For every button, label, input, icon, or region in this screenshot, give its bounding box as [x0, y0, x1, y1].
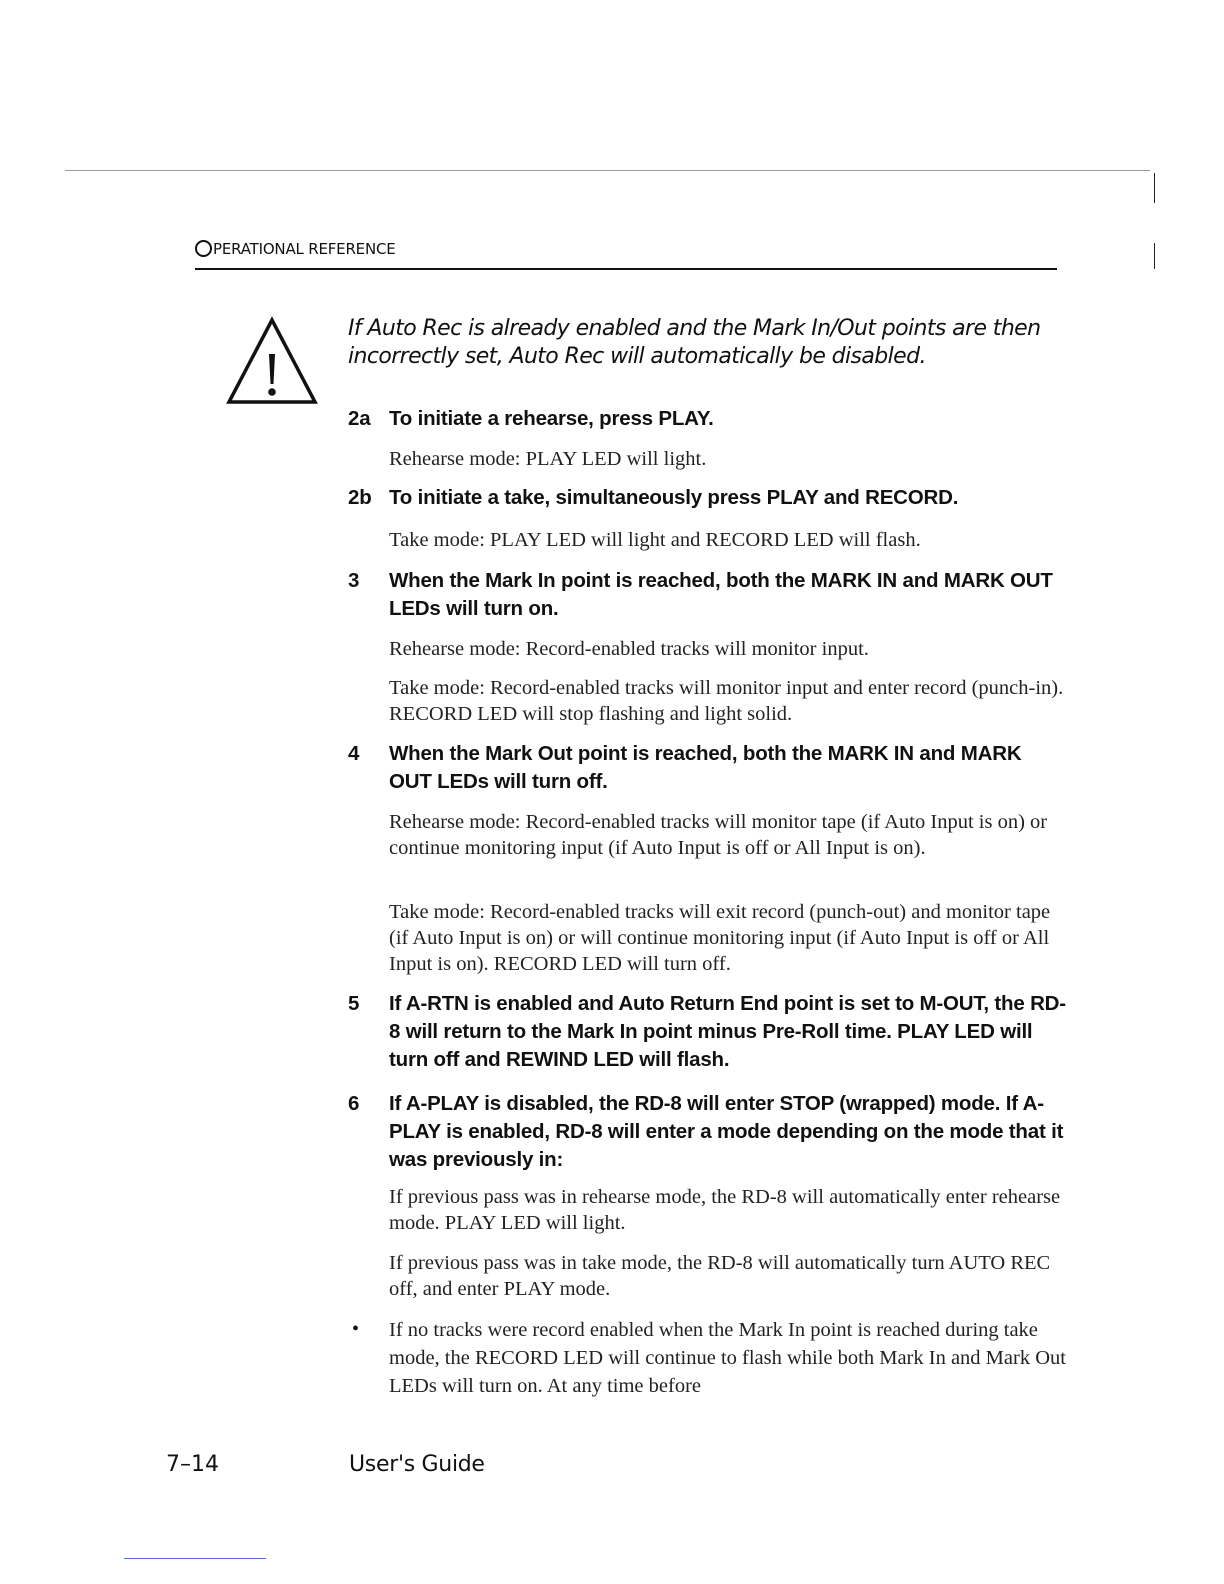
- step-number: 2b: [348, 486, 372, 509]
- paragraph: Rehearse mode: PLAY LED will light.: [389, 448, 707, 470]
- paragraph: Take mode: PLAY LED will light and RECORD LED will flash.: [389, 529, 921, 551]
- step-5: [348, 990, 1068, 1074]
- header-rule: [195, 268, 1057, 270]
- step-number: 3: [348, 569, 360, 592]
- step-2a: [348, 405, 1068, 433]
- step-number: 5: [348, 992, 360, 1015]
- section-header-text: PERATIONAL REFERENCE: [213, 240, 396, 258]
- step-4: [348, 740, 1068, 796]
- warning-triangle-icon: [226, 316, 318, 406]
- step-number: 4: [348, 742, 360, 765]
- page-number: 7–14: [166, 1452, 219, 1477]
- step-6: [348, 1090, 1068, 1174]
- paragraph: Take mode: Record-enabled tracks will exit record (punch-out) and monitor tape (if Auto Input is on) or will continue monitoring input (if Auto Input is off or All Input is on). RECORD LED will turn off.: [389, 901, 1051, 975]
- top-rule: [65, 170, 1150, 171]
- paragraph: Rehearse mode: Record-enabled tracks will monitor input.: [389, 638, 869, 660]
- paragraph: If previous pass was in rehearse mode, the RD-8 will automatically enter rehearse mode. PLAY LED will light.: [389, 1186, 1061, 1234]
- paragraph: Rehearse mode: Record-enabled tracks will monitor tape (if Auto Input is on) or continue monitoring input (if Auto Input is off or All Input is on).: [389, 811, 1048, 859]
- edge-mark: [1154, 243, 1155, 269]
- step-2b: [348, 484, 1068, 512]
- step-number: 2a: [348, 407, 371, 430]
- section-initial: [195, 240, 212, 257]
- bullet-icon: •: [352, 1318, 360, 1340]
- step-3: [348, 567, 1068, 623]
- step-text: If A-RTN is enabled and Auto Return End point is set to M-OUT, the RD-8 will return to the Mark In point minus Pre-Roll time. PLAY LED will turn off and REWIND LED will flash.: [389, 992, 1066, 1071]
- step-number: 6: [348, 1092, 360, 1115]
- bullet-text: If no tracks were record enabled when the Mark In point is reached during take mode, the RECORD LED will continue to flash while both Mark In and Mark Out LEDs will turn on. At any time before: [389, 1319, 1066, 1397]
- step-text: To initiate a rehearse, press PLAY.: [389, 407, 714, 430]
- paragraph: Take mode: Record-enabled tracks will monitor input and enter record (punch-in). RECORD LED will stop flashing and light solid.: [389, 677, 1064, 725]
- step-text: When the Mark In point is reached, both the MARK IN and MARK OUT LEDs will turn on.: [389, 569, 1053, 620]
- step-text: To initiate a take, simultaneously press PLAY and RECORD.: [389, 486, 959, 509]
- bottom-rule: [124, 1558, 266, 1559]
- paragraph: If previous pass was in take mode, the RD-8 will automatically turn AUTO REC off, and enter PLAY mode.: [389, 1252, 1051, 1300]
- footer-title: User's Guide: [349, 1452, 485, 1477]
- step-text: If A-PLAY is disabled, the RD-8 will enter STOP (wrapped) mode. If A-PLAY is enabled, RD-8 will enter a mode depending on the mode that it was previously in:: [389, 1092, 1064, 1171]
- step-text: When the Mark Out point is reached, both the MARK IN and MARK OUT LEDs will turn off.: [389, 742, 1022, 793]
- section-header: [195, 240, 396, 258]
- caution-note: If Auto Rec is already enabled and the Mark In/Out points are then incorrectly set, Auto Rec will automatically be disabled.: [348, 316, 1041, 369]
- edge-mark: [1154, 173, 1155, 203]
